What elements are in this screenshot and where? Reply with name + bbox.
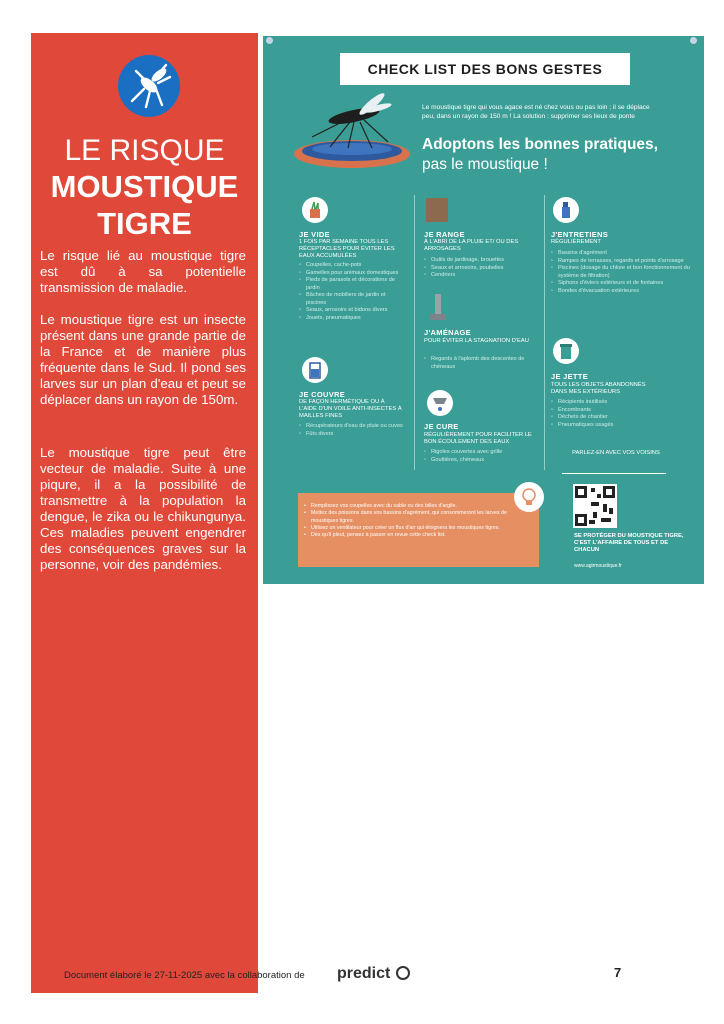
list-item: ◦ Pneumatiques usagés (551, 422, 691, 430)
section-title-couvre: JE COUVRE (299, 390, 346, 399)
section-title-cure: JE CURE (424, 422, 459, 431)
qr-code[interactable] (573, 484, 617, 528)
list-item: ◦ Rigoles couvertes avec grille (424, 449, 536, 457)
plant-pot-icon (302, 197, 328, 223)
title-moustique: MOUSTIQUE (50, 169, 239, 204)
list-amenage (424, 356, 536, 371)
list-item: • Utilisez un ventilateur pour créer un flux d'air qui éloignera les moustiques tigres. (304, 525, 534, 532)
list-vide (299, 262, 407, 322)
list-cure (424, 449, 536, 464)
spray-bottle-icon (553, 197, 579, 223)
protect-slogan: SE PROTÉGER DU MOUSTIQUE TIGRE, C'EST L'AFFAIRE DE TOUS ET DE CHACUN (574, 533, 684, 553)
column-divider (544, 195, 545, 470)
list-item: • Mettez des poissons dans vos bassins d'agrément, qui consommeront les larves de moustiques tigres. (304, 510, 534, 525)
water-tank-icon (302, 357, 328, 383)
list-item: ◦ Gouttières, chéneaux (424, 457, 536, 465)
section-title-entretiens: J'ENTRETIENS (551, 230, 609, 239)
trash-bin-icon (553, 338, 579, 364)
list-item: ◦ Récupérateurs d'eau de pluie ou cuves (299, 423, 407, 431)
drain-pipe-icon (428, 294, 448, 322)
list-item: ◦ Seaux et arrosoirs, poubelles (424, 265, 536, 273)
gutter-icon (427, 390, 453, 416)
list-item: • Dès qu'il pleut, pensez à passer en revue cette check list. (304, 532, 534, 539)
title-tigre: TIGRE (97, 206, 192, 241)
list-item: ◦ Piscines (dosage du chlore et bon fonctionnement du système de filtration) (551, 265, 691, 280)
list-jette (551, 399, 691, 429)
list-item: ◦ Bassins d'agrément (551, 250, 691, 258)
talk-to-neighbours: PARLEZ-EN AVEC VOS VOISINS (572, 450, 660, 456)
website-url[interactable]: www.agirmoustique.fr (574, 563, 622, 569)
list-item: ◦ Siphons d'éviers extérieurs et de fontaines (551, 280, 691, 288)
title-le-risque: LE RISQUE (64, 134, 225, 167)
footer-credit: Document élaboré le 27-11-2025 avec la collaboration de (64, 970, 305, 981)
paragraph-risk: Le risque lié au moustique tigre est dû à sa potentielle transmission de maladie. (40, 248, 246, 295)
mosquito-dish-illustration (290, 92, 420, 182)
section-sub-cure: RÉGULIÈREMENT POUR FACILITER LE BON ÉCOULEMENT DES EAUX (424, 432, 532, 445)
section-title-amenage: J'AMÉNAGE (424, 328, 471, 337)
list-item: ◦ Regards à l'aplomb des descentes de chéneaux (424, 356, 536, 371)
section-sub-entretiens: RÉGULIÈREMENT (551, 239, 601, 245)
list-item: ◦ Bâches de mobiliers de jardin et piscines (299, 292, 407, 307)
section-title-vide: JE VIDE (299, 230, 330, 239)
poster-header: CHECK LIST DES BONS GESTES (340, 53, 630, 85)
section-title-range: JE RANGE (424, 230, 465, 239)
predict-logo-icon (396, 966, 410, 980)
paragraph-disease: Le moustique tigre peut être vecteur de maladie. Suite à une piqure, il a la possibilité de transmettre à la population la dengue, le zika ou le chikungunya. Ces maladies peuvent engendrer des conséquences graves sur la personne, voir des pandémies. (40, 445, 246, 572)
poster-intro: Le moustique tigre qui vous agace est né chez vous ou pas loin ; il se déplace peu, dans un rayon de 150 m ! La solution : supprimer ses lieux de ponte (422, 104, 650, 120)
section-sub-amenage: POUR ÉVITER LA STAGNATION D'EAU (424, 338, 529, 344)
mosquito-icon (118, 55, 180, 117)
corner-mark (690, 37, 697, 44)
corner-mark (266, 37, 273, 44)
list-item: ◦ Encombrants (551, 407, 691, 415)
section-title-jette: JE JETTE (551, 372, 588, 381)
list-item: ◦ Outils de jardinage, brouettes (424, 257, 536, 265)
list-item: ◦ Pieds de parasols et décorations de jardin (299, 277, 407, 292)
list-item: ◦ Cendriers (424, 272, 536, 280)
predict-logo-text: predict (337, 965, 391, 982)
list-item: ◦ Rampes de terrasses, regards et points d'arrosage (551, 258, 691, 266)
list-couvre (299, 423, 407, 438)
list-entretiens (551, 250, 691, 295)
section-sub-couvre: DE FAÇON HERMÉTIQUE OU À L'AIDE D'UN VOILE ANTI-INSECTES À MAILLES FINES (299, 399, 402, 419)
paragraph-presence: Le moustique tigre est un insecte présent dans une grande partie de la France et de manière plus fréquente dans le Sud. Il pond ses larves sur un plan d'eau et peut se déplacer dans un rayon de 150m. (40, 312, 246, 407)
list-item: ◦ Déchets de chantier (551, 414, 691, 422)
cabinet-icon (426, 198, 448, 222)
list-item: ◦ Seaux, arrosoirs et bidons divers (299, 307, 407, 315)
list-item: ◦ Fûts divers (299, 431, 407, 439)
list-item: • Remplissez vos coupelles avec du sable ou des billes d'argile. (304, 503, 534, 510)
tips-list (304, 503, 534, 539)
list-item: ◦ Coupelles, cache-pots (299, 262, 407, 270)
page-number: 7 (614, 965, 622, 980)
section-sub-vide: 1 FOIS PAR SEMAINE TOUS LES RÉCEPTACLES POUR ÉVITER LES EAUX ACCUMULÉES (299, 239, 395, 259)
column-divider (414, 195, 415, 470)
list-item: ◦ Jouets, pneumatiques (299, 315, 407, 323)
list-item: ◦ Bondes d'évacuation extérieures (551, 288, 691, 296)
adopt-line1: Adoptons les bonnes pratiques, (422, 136, 658, 153)
list-item: ◦ Gamelles pour animaux domestiques (299, 270, 407, 278)
list-range (424, 257, 536, 280)
divider (562, 473, 666, 474)
section-sub-jette: TOUS LES OBJETS ABANDONNÉS DANS MES EXTÉRIEURS (551, 382, 646, 395)
list-item: ◦ Récipients inutilisés (551, 399, 691, 407)
section-sub-range: À L'ABRI DE LA PLUIE ET/ OU DES ARROSAGES (424, 239, 519, 252)
adopt-line2: pas le moustique ! (422, 156, 548, 173)
